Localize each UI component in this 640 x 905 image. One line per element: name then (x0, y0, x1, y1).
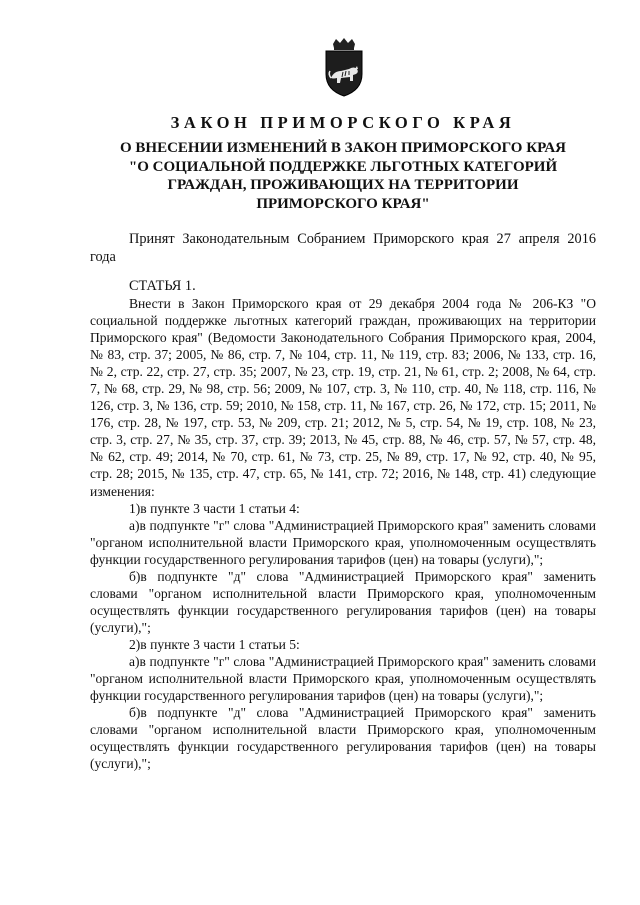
amendment-subitem: б)в подпункте "д" слова "Администрацией Приморского края" заменить словами "органом исполнительной власти Приморского края, уполномоченным осуществлять функции государственного регулирования тарифов (цен) на товары (услуги),"; (90, 568, 596, 635)
amendment-item: 1)в пункте 3 части 1 статьи 4: (129, 500, 300, 516)
amendment-subitem: а)в подпункте "г" слова "Администрацией Приморского края" заменить словами "органом исполнительной власти Приморского края, уполномоченным осуществлять функции государственного регулирования тарифов (цен) на товары (услуги),"; (90, 653, 596, 704)
amendment-subitem: б)в подпункте "д" слова "Администрацией Приморского края" заменить словами "органом исполнительной власти Приморского края, уполномоченным осуществлять функции государственного регулирования тарифов (цен) на товары (услуги),"; (90, 705, 596, 772)
coat-of-arms-emblem (319, 38, 369, 98)
law-title: ЗАКОН ПРИМОРСКОГО КРАЯ (170, 113, 516, 132)
article-intro-paragraph: Внести в Закон Приморского края от 29 декабря 2004 года № 206-КЗ "О социальной поддержке льготных категорий граждан, проживающих на территории Приморского края" (Ведомости Законодательного Собрания Приморского края, 2004, № 83, стр. 37; 2005, № 86, стр. 7, № 104, стр. 11, № 119, стр. 83; 2006, № 133, стр. 16, № 2, стр. 22, стр. 27, стр. 35; 2007, № 23, стр. 19, стр. 21, № 61, стр. 2; 2008, № 64, стр. 7, № 68, стр. 29, № 98, стр. 56; 2009, № 107, стр. 3, № 110, стр. 40, № 118, стр. 116, № 126, стр. 3, № 136, стр. 59; 2010, № 158, стр. 11, № 167, стр. 26, № 172, стр. 15; 2011, № 176, стр. 28, № 197, стр. 53, № 209, стр. 21; 2012, № 5, стр. 54, № 19, стр. 108, № 23, стр. 3, стр. 27, № 35, стр. 37, стр. 39; 2013, № 45, стр. 88, № 46, стр. 57, № 57, стр. 48, № 62, стр. 49; 2014, № 70, стр. 61, № 73, стр. 25, № 89, стр. 17, № 92, стр. 40, № 95, стр. 28; 2015, № 135, стр. 47, стр. 65, № 141, стр. 72; 2016, № 148, стр. 41) следующие изменения: (90, 296, 596, 499)
primorsky-krai-emblem-icon (319, 38, 369, 98)
amendment-subitem: а)в подпункте "г" слова "Администрацией Приморского края" заменить словами "органом исполнительной власти Приморского края, уполномоченным осуществлять функции государственного регулирования тарифов (цен) на товары (услуги),"; (90, 517, 596, 567)
subtitle-line: "О СОЦИАЛЬНОЙ ПОДДЕРЖКЕ ЛЬГОТНЫХ КАТЕГОРИЙ (128, 158, 558, 175)
subtitle-line: О ВНЕСЕНИИ ИЗМЕНЕНИЙ В ЗАКОН ПРИМОРСКОГО КРАЯ (120, 140, 566, 156)
amendment-item: 2)в пункте 3 части 1 статьи 5: (129, 636, 300, 652)
article-heading: СТАТЬЯ 1. (129, 278, 196, 294)
document-page (90, 0, 596, 905)
adoption-note: Принят Законодательным Собранием Приморского края 27 апреля 2016 года (90, 231, 596, 266)
subtitle-line: ПРИМОРСКОГО КРАЯ" (256, 195, 430, 212)
law-subtitle (90, 139, 596, 213)
subtitle-line: ГРАЖДАН, ПРОЖИВАЮЩИХ НА ТЕРРИТОРИИ (167, 177, 519, 193)
article-body (90, 295, 596, 772)
